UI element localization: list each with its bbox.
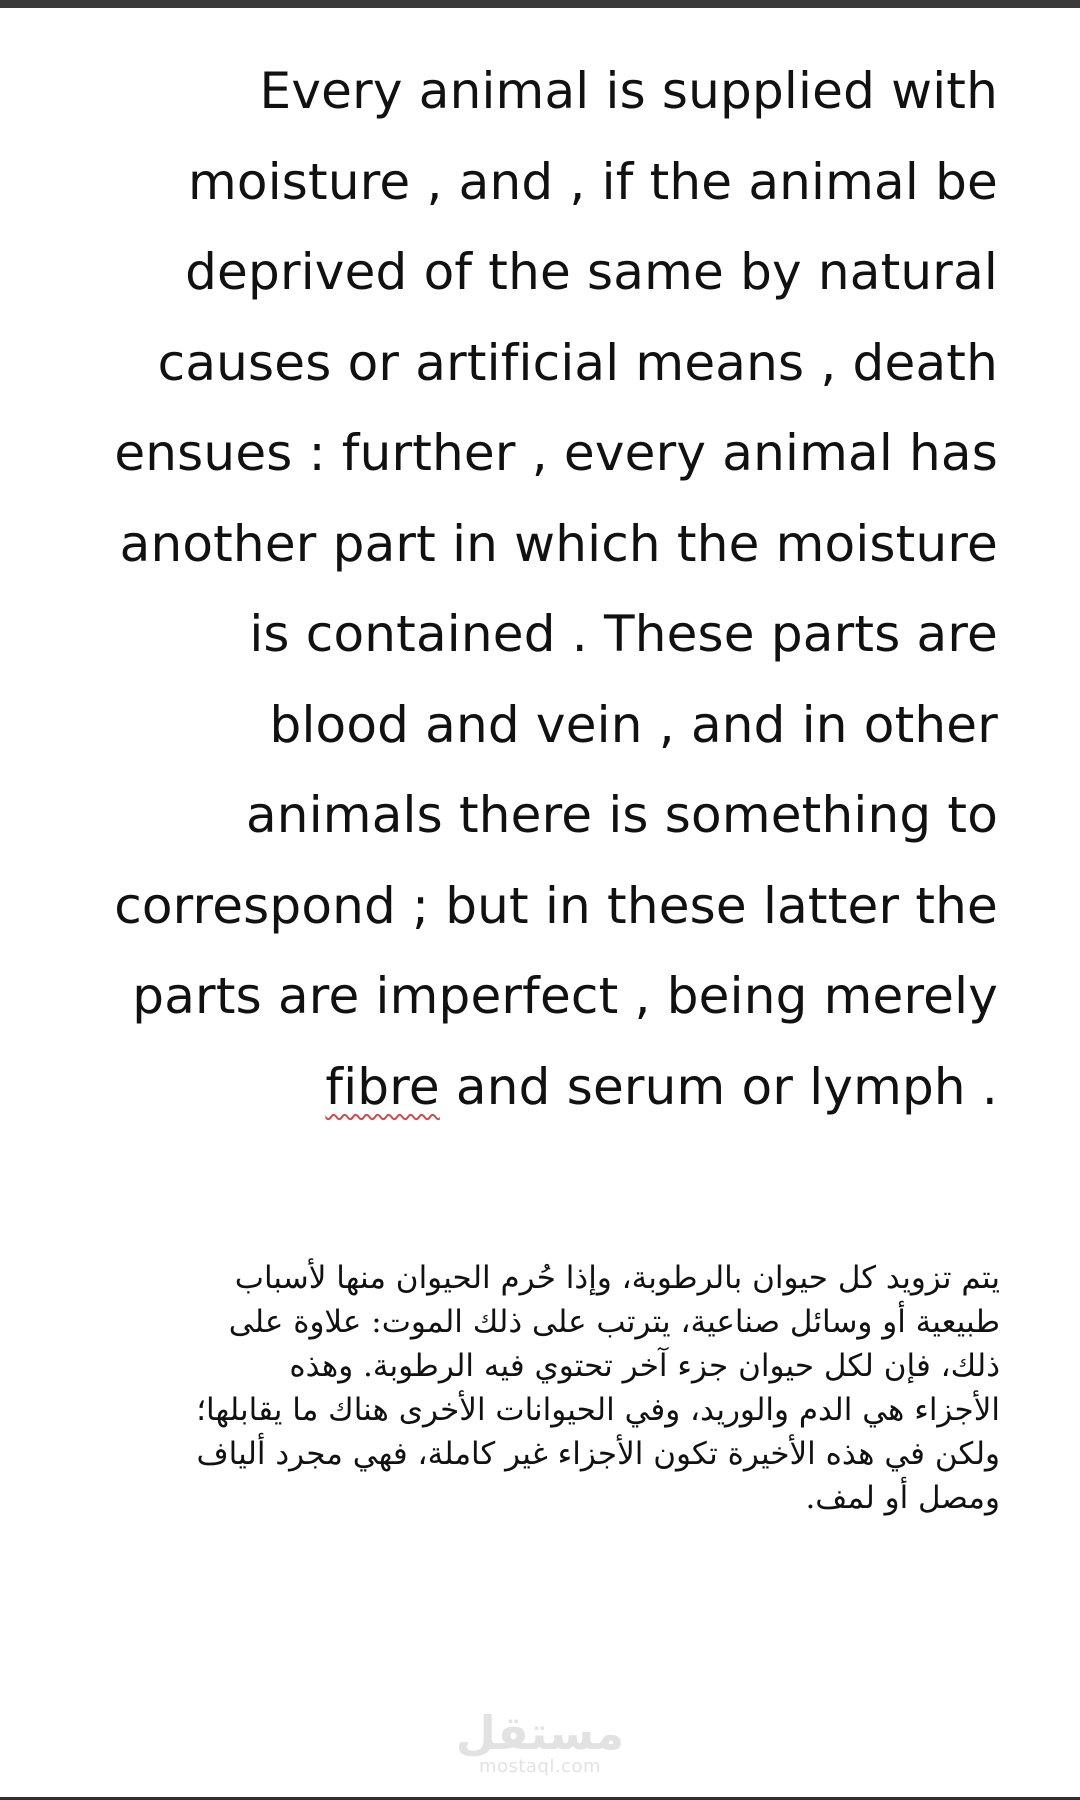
text-line: causes or artificial means , death [157,333,998,392]
arabic-text-line: طبيعية أو وسائل صناعية، يترتب على ذلك الموت: علاوة على [228,1304,1000,1340]
arabic-text-line: يتم تزويد كل حيوان بالرطوبة، وإذا حُرم الحيوان منها لأسباب [234,1260,1000,1296]
text-line: correspond ; but in these latter the [114,876,998,935]
text-line: moisture , and , if the animal be [188,152,998,211]
arabic-paragraph [90,1256,1000,1520]
english-paragraph [80,46,998,1132]
watermark-logo: مستقل [455,1706,625,1760]
text-line: parts are imperfect , being merely [132,967,998,1025]
text-line-last [80,1042,998,1133]
mostaql-watermark [0,1706,1080,1778]
text-line: blood and vein , and in other [269,695,998,754]
top-status-bar [0,0,1080,8]
text-line: Every animal is supplied with [259,62,998,120]
arabic-text-line: ولكن في هذه الأخيرة تكون الأجزاء غير كاملة، فهي مجرد ألياف [196,1436,1000,1472]
text-line: is contained . These parts are [249,605,998,663]
text-line: animals there is something to [245,786,998,844]
text-line: deprived of the same by natural [185,243,998,301]
spellcheck-flagged-word[interactable]: fibre [325,1057,440,1116]
arabic-text-line: ذلك، فإن لكل حيوان جزء آخر تحتوي فيه الرطوبة. وهذه [289,1348,1000,1384]
watermark-url: mostaql.com [478,1756,602,1777]
arabic-text-line: الأجزاء هي الدم والوريد، وفي الحيوانات الأخرى هناك ما يقابلها؛ [196,1392,1000,1428]
arabic-text-line: ومصل أو لمف. [805,1480,1000,1516]
text-line: ensues : further , every animal has [114,424,998,482]
document-page [0,8,1080,1798]
text-line-rest: and serum or lymph . [439,1057,998,1116]
text-line: another part in which the moisture [119,514,998,573]
